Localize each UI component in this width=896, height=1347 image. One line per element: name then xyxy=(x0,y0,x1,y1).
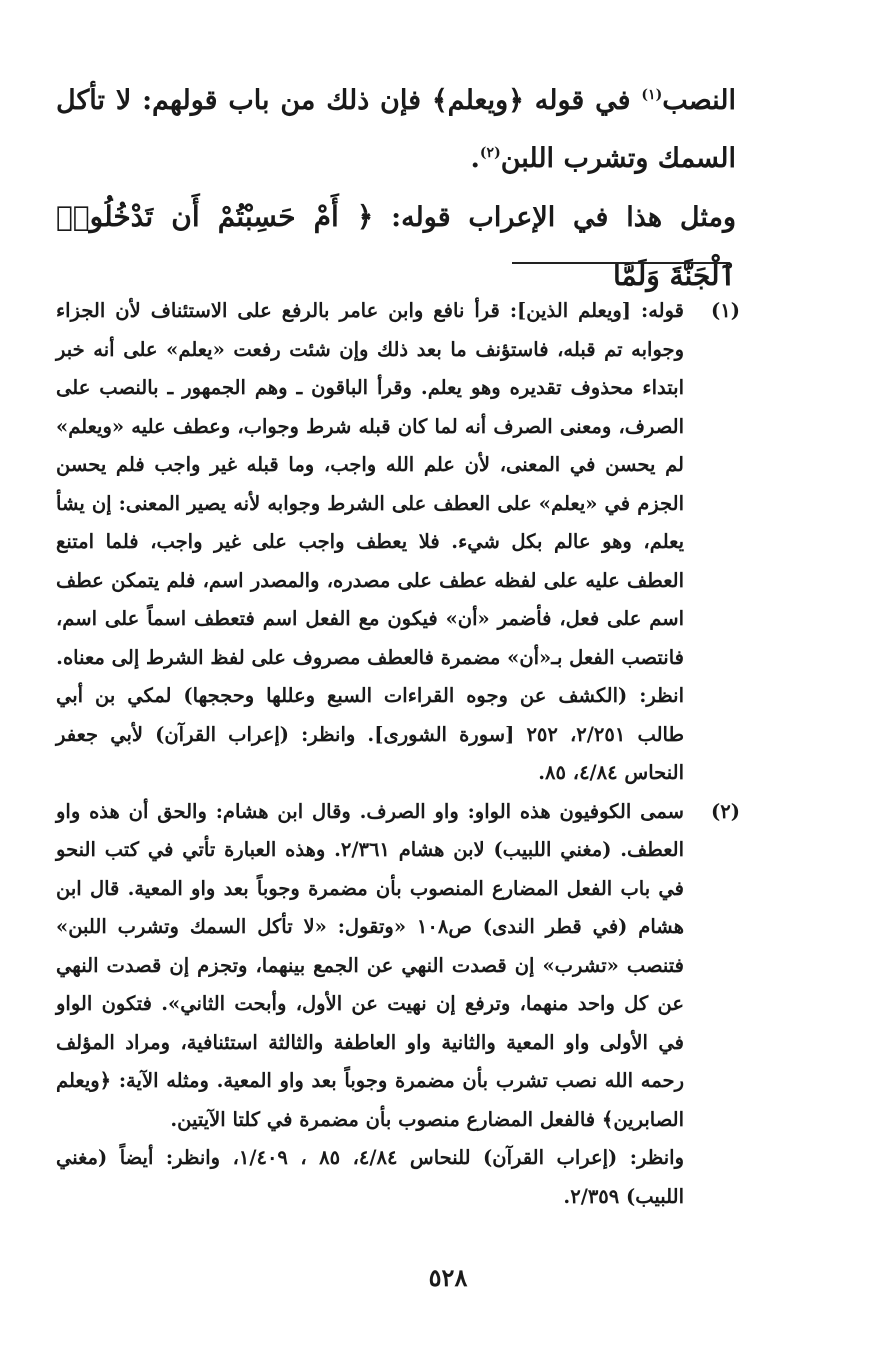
footnote-separator xyxy=(512,262,730,264)
main-paragraph-2 xyxy=(56,188,736,306)
main-text-segment: ومثل هذا في الإعراب قوله: xyxy=(373,202,736,233)
footnote-paragraph: انظر: (الكشف عن وجوه القراءات السبع وعللها وحججها) لمكي بن أبي طالب ٢/٢٥١، ٢٥٢ [سورة الشورى]. وانظر: (إعراب القرآن) لأبي جعفر النحاس ٤/٨٤، ٨٥. xyxy=(56,684,684,784)
quran-verse: ﴿ أَمْ حَسِبْتُمْ أَن تَدْخُلُوا۟ ٱلْجَنَّةَ وَلَمَّا xyxy=(56,200,736,292)
footnote-paragraph: سمى الكوفيون هذه الواو: واو الصرف. وقال ابن هشام: والحق أن هذه واو العطف. (مغني اللبيب) لابن هشام ٢/٣٦١. وهذه العبارة تأتي في كتب النحو في باب الفعل المضارع المنصوب بأن مضمرة وجوباً بعد واو المعية. قال ابن هشام (في قطر الندى) ص١٠٨ «وتقول: «لا تأكل السمك وتشرب اللبن» فتنصب «تشرب» إن قصدت النهي عن الجمع بينهما، وتجزم إن قصدت النهي عن كل واحد منهما، وترفع إن نهيت عن الأول، وأبحت الثاني». فتكون الواو في الأولى واو المعية والثانية واو العاطفة والثالثة استئنافية، ومراد المؤلف رحمه الله نصب تشرب بأن مضمرة وجوباً بعد واو المعية. ومثله الآية: ﴿ويعلم الصابرين﴾ فالفعل المضارع منصوب بأن مضمرة في كلتا الآيتين. xyxy=(56,799,684,1131)
footnote-ref-1: (١) xyxy=(641,87,663,103)
footnote-number: (١) xyxy=(711,299,740,322)
footnote-body xyxy=(56,292,684,793)
footnote-1 xyxy=(56,292,740,793)
page-number: ٥٢٨ xyxy=(428,1263,468,1292)
footnote-number: (٢) xyxy=(711,799,740,823)
footnote-ref-2: (٢) xyxy=(479,145,501,161)
main-text-segment: في قوله ﴿ويعلم﴾ فإن ذلك من باب قولهم: لا تأكل السمك وتشرب اللبن xyxy=(56,85,736,174)
footnotes xyxy=(56,292,740,1216)
footnote-body xyxy=(56,793,684,1217)
main-text-segment: . xyxy=(470,143,480,174)
main-paragraph-1 xyxy=(56,72,736,188)
main-text-segment: النصب xyxy=(662,85,736,116)
main-text xyxy=(56,72,736,306)
footnote-paragraph: وانظر: (إعراب القرآن) للنحاس ٤/٨٤، ٨٥ ، ١/٤٠٩، وانظر: أيضاً (مغني اللبيب) ٢/٣٥٩. xyxy=(56,1146,684,1208)
footnote-paragraph: قوله: [ويعلم الذين]: قرأ نافع وابن عامر بالرفع على الاستئناف لأن الجزاء وجوابه تم قبله، فاستؤنف ما بعد ذلك وإن شئت رفعت «يعلم» على أنه خبر ابتداء محذوف تقديره وهو يعلم. وقرأ الباقون ـ وهم الجمهور ـ بالنصب على الصرف، ومعنى الصرف أنه لما كان قبله شرط وجواب، وعطف عليه «ويعلم» لم يحسن في المعنى، لأن علم الله واجب، وما قبله غير واجب فلم يحسن الجزم في «يعلم» على العطف على الشرط وجوابه لأنه يصير المعنى: إن يشأ يعلم، وهو عالم بكل شيء. فلا يعطف واجب على غير واجب، فلما امتنع العطف عليه على لفظه عطف على مصدره، والمصدر اسم، فلم يتمكن عطف اسم على فعل، فأضمر «أن» فيكون مع الفعل اسم فتعطف اسماً على اسم، فانتصب الفعل بـ«أن» مضمرة فالعطف مصروف على لفظ الشرط إلى معناه. xyxy=(56,299,684,669)
footnote-2 xyxy=(56,793,740,1217)
